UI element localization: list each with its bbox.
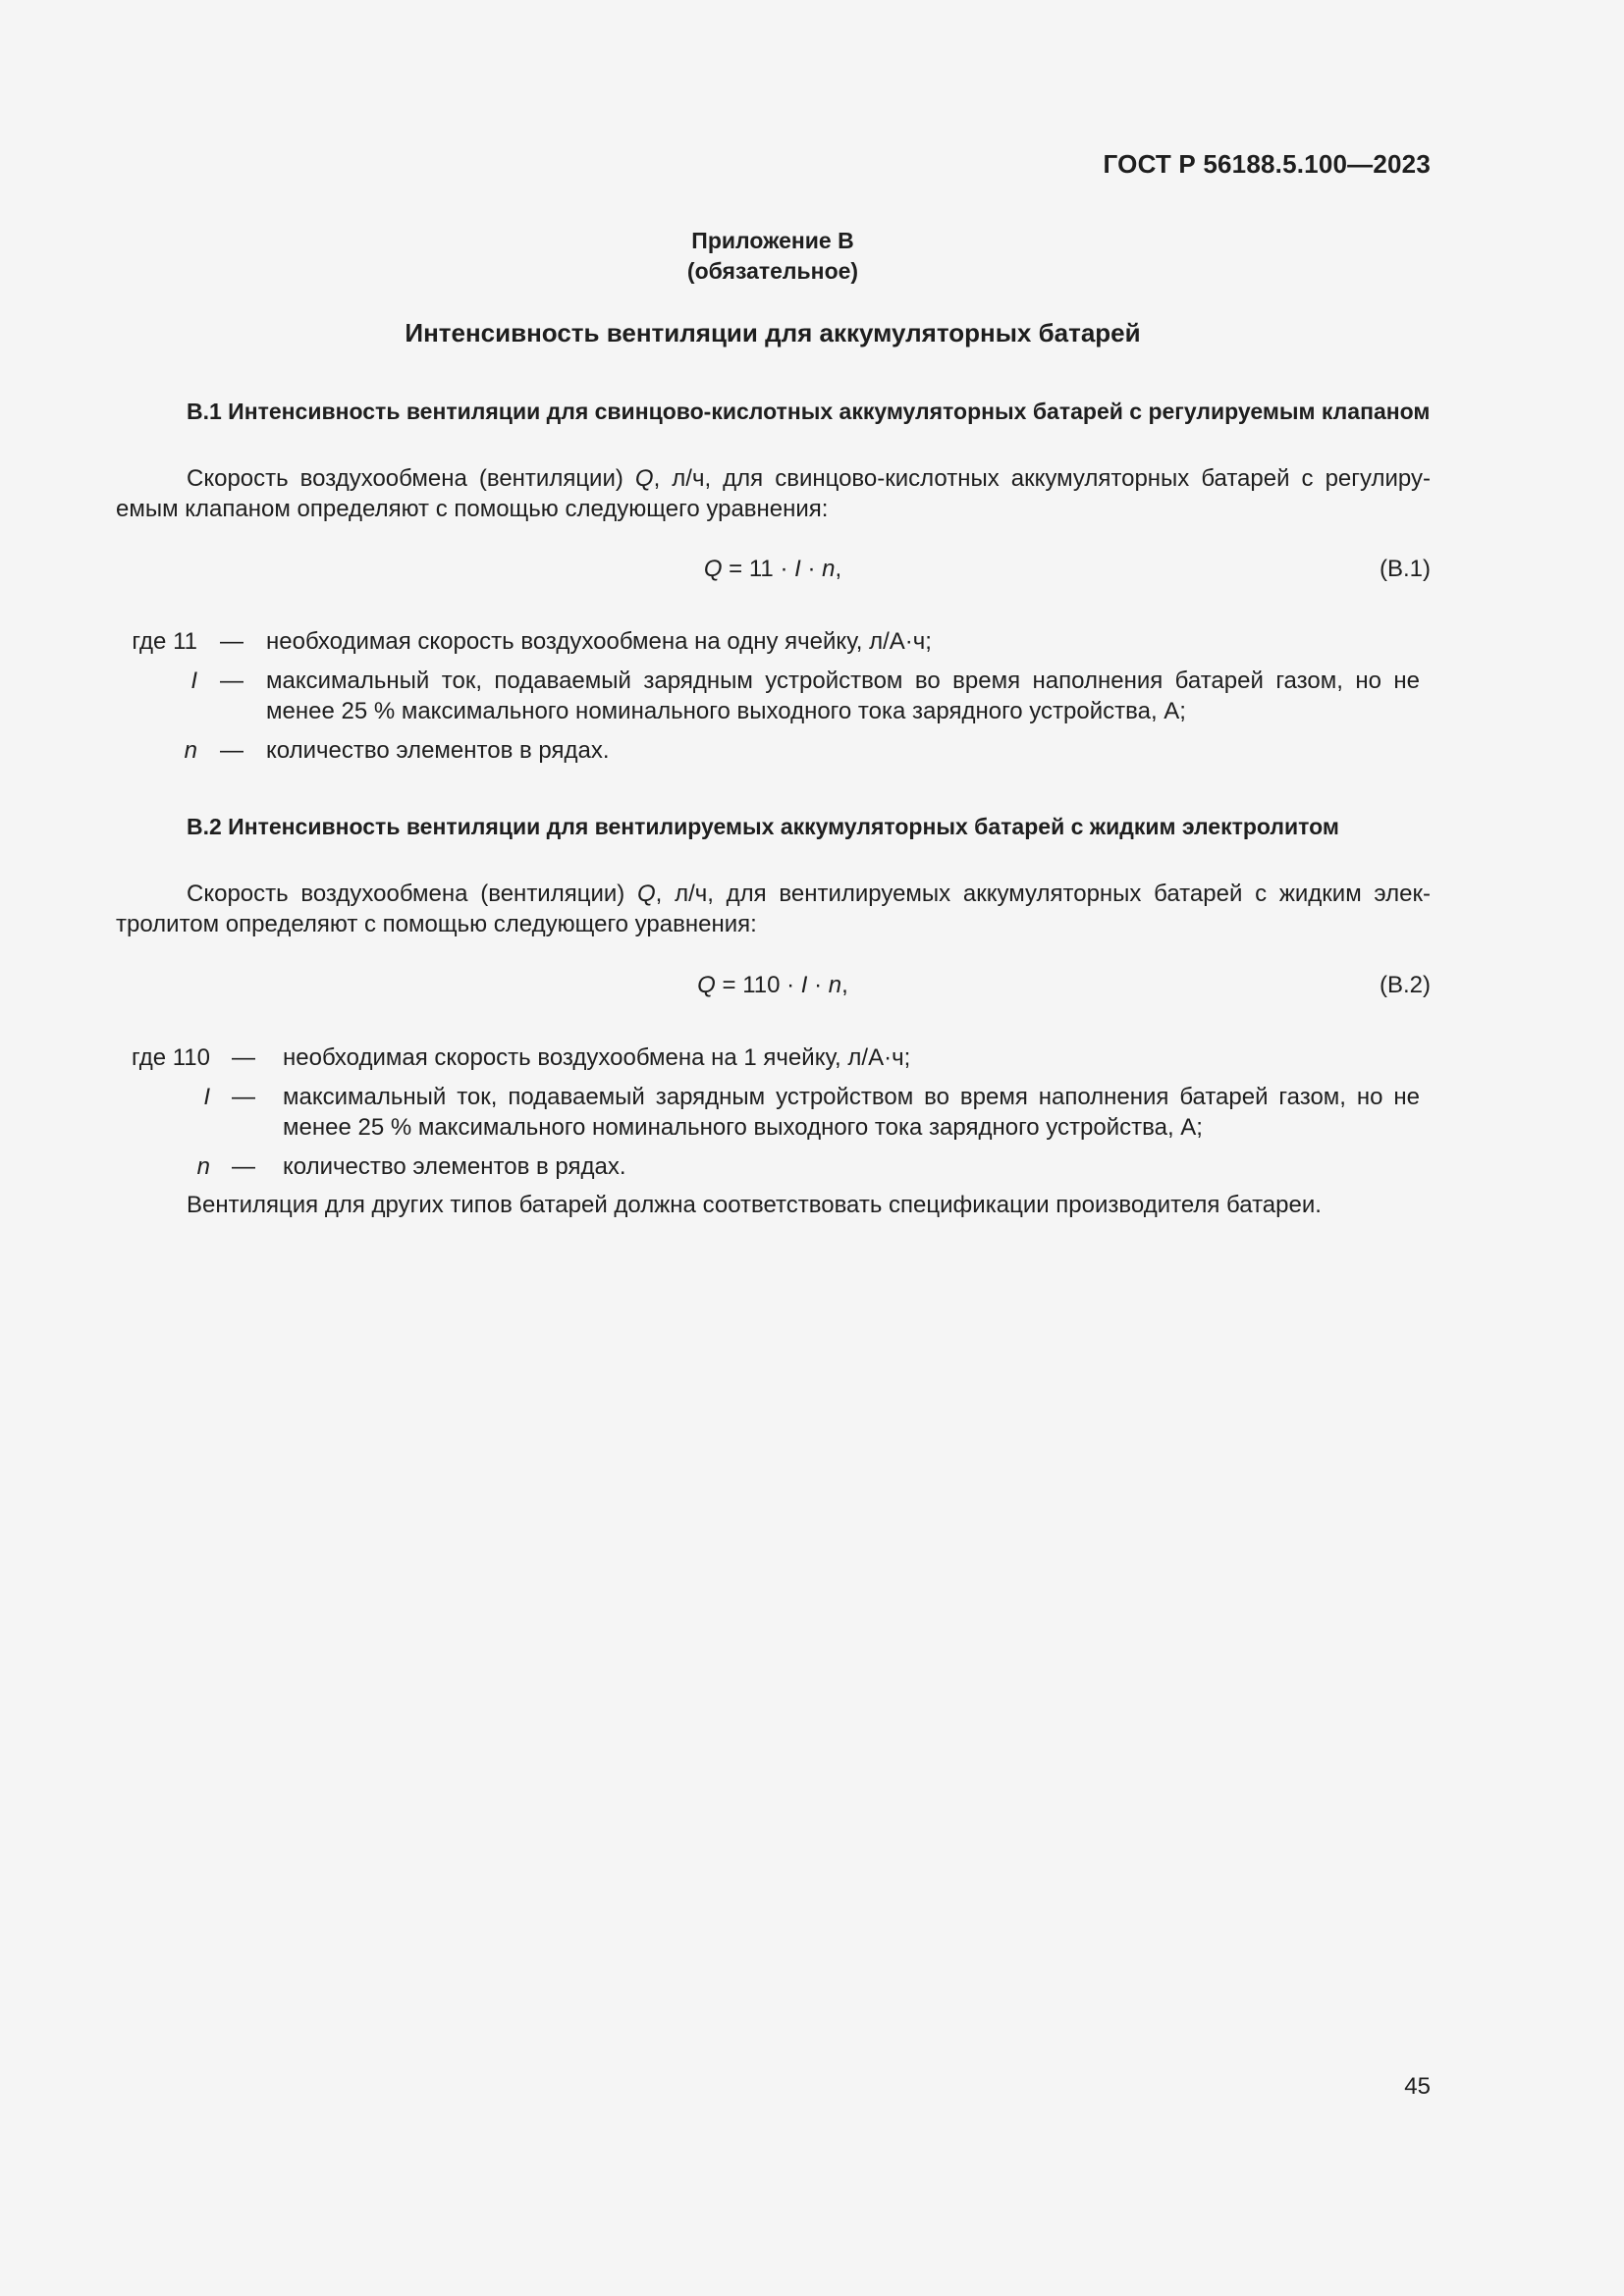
where-def-symbol	[116, 1151, 210, 1182]
formula-var-n: n	[822, 556, 836, 582]
formula-b1-number: (В.1)	[1379, 556, 1431, 582]
def-description: количество элементов в рядах.	[266, 737, 610, 764]
annex-title	[0, 226, 1545, 287]
para-text: , л/ч, для вентилируемых аккумуляторных батарей с жидким электролитом определяют с помощью следующего уравнения:	[116, 881, 1431, 937]
para-text: Скорость воздухообмена (вентиляции)	[187, 881, 637, 907]
def-description: необходимая скорость воздухообмена на одну ячейку, л/А·ч;	[266, 628, 932, 655]
page-number: 45	[1404, 2073, 1431, 2100]
where-def-symbol	[116, 1082, 210, 1112]
formula-part: ,	[841, 972, 848, 998]
def-dash: —	[232, 1153, 255, 1180]
formula-var-i: I	[794, 556, 801, 582]
formula-var-i: I	[800, 972, 808, 998]
section-b1-title: В.1 Интенсивность вентиляции для свинцово-кислотных аккумуляторных батарей с регулируемым клапаном	[187, 399, 1431, 424]
var-q: Q	[637, 881, 656, 907]
where-def-symbol	[116, 1042, 210, 1073]
def-dash: —	[232, 1084, 255, 1110]
formula-part: ·	[807, 972, 829, 998]
formula-var-q: Q	[703, 556, 723, 582]
where-def-symbol	[116, 735, 197, 766]
section-b2-title: В.2 Интенсивность вентиляции для вентилируемых аккумуляторных батарей с жидким электролитом	[187, 814, 1339, 839]
annex-label: Приложение В	[691, 228, 854, 253]
section-b1-paragraph	[116, 463, 1431, 524]
def-symbol: n	[196, 1153, 210, 1180]
def-symbol: 11	[173, 628, 197, 655]
closing-paragraph: Вентиляция для других типов батарей должна соответствовать спецификации производителя батареи.	[187, 1192, 1322, 1218]
formula-part: ,	[835, 556, 842, 582]
annex-heading: Интенсивность вентиляции для аккумуляторных батарей	[405, 318, 1141, 347]
def-symbol: 110	[172, 1044, 210, 1071]
para-text: Скорость воздухообмена (вентиляции)	[187, 465, 635, 492]
where-label: где	[132, 1044, 167, 1071]
formula-var-n: n	[828, 972, 842, 998]
def-dash: —	[220, 628, 244, 655]
var-q: Q	[634, 465, 654, 492]
formula-b1	[0, 556, 1545, 583]
where-def-symbol	[116, 626, 197, 657]
def-description: количество элементов в рядах.	[283, 1153, 626, 1180]
standard-code: ГОСТ Р 56188.5.100—2023	[1103, 149, 1431, 179]
formula-part: = 11 ·	[722, 556, 795, 582]
def-description: максимальный ток, подаваемый зарядным устройством во время наполнения батарей газом, но не менее 25 % максимального номинального выходного тока зарядного устройства, А;	[283, 1084, 1420, 1141]
formula-b2-number: (В.2)	[1379, 972, 1431, 998]
def-description: необходимая скорость воздухообмена на 1 ячейку, л/А·ч;	[283, 1044, 911, 1071]
where-list-b1	[0, 626, 1624, 774]
formula-b2	[0, 972, 1545, 999]
def-dash: —	[220, 667, 244, 694]
def-dash: —	[220, 737, 244, 764]
def-symbol: I	[203, 1084, 210, 1110]
annex-status: (обязательное)	[686, 258, 859, 284]
where-def-symbol	[116, 666, 197, 696]
section-b2-paragraph	[116, 879, 1431, 939]
formula-var-q: Q	[697, 972, 716, 998]
def-symbol: I	[190, 667, 197, 694]
formula-part: ·	[800, 556, 823, 582]
para-text: , л/ч, для свинцово-кислотных аккумуляторных батарей с регулируемым клапаном определяют с помощью следующего уравнения:	[116, 465, 1431, 522]
def-description: максимальный ток, подаваемый зарядным устройством во время наполнения батарей газом, но не менее 25 % максимального номинального выходного тока зарядного устройства, А;	[266, 667, 1420, 724]
where-label: где	[132, 628, 167, 655]
def-symbol: n	[184, 737, 197, 764]
formula-part: = 110 ·	[715, 972, 801, 998]
def-dash: —	[232, 1044, 255, 1071]
